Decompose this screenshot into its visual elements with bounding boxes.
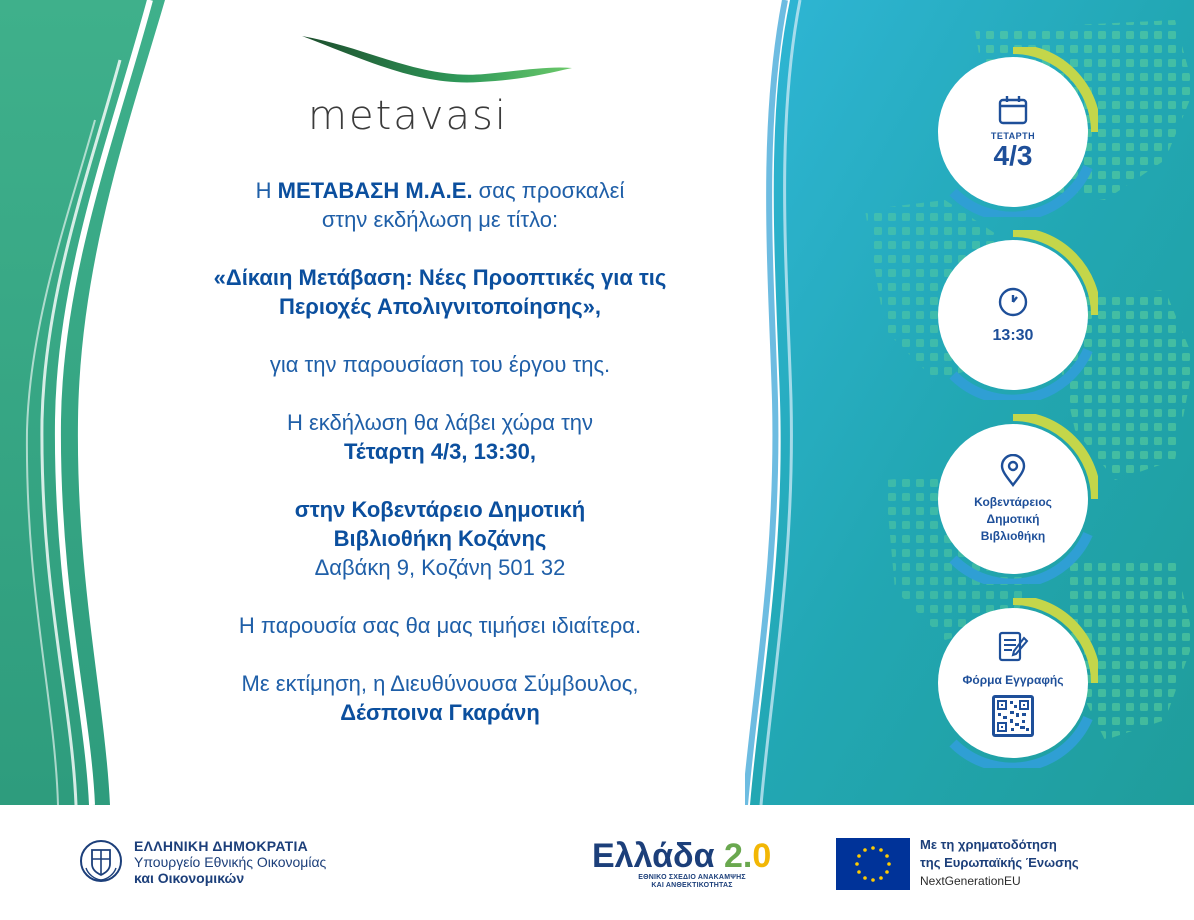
eu-line2: της Ευρωπαϊκής Ένωσης — [920, 855, 1079, 870]
location-pin-icon — [996, 454, 1030, 488]
metavasi-logo — [300, 28, 590, 139]
date-day-label: ΤΕΤΑΡΤΗ — [990, 131, 1036, 141]
greek-coat-of-arms-icon — [78, 838, 124, 884]
registration-label: Φόρμα Εγγραφής — [962, 672, 1064, 687]
ellada-subtitle-line1: ΕΘΝΙΚΟ ΣΧΕΔΙΟ ΑΝΑΚΑΜΨΗΣ — [638, 874, 746, 881]
event-title-line1: «Δίκαιη Μετάβαση: Νέες Προοπτικές για τις — [213, 265, 667, 290]
venue-name-line2: Δημοτική — [986, 511, 1040, 526]
venue-name-line3: Βιβλιοθήκη — [980, 528, 1046, 543]
venue-address: Δαβάκη 9, Κοζάνη 501 32 — [314, 555, 566, 580]
right-info-panel — [745, 0, 1194, 805]
ellada-number-two: 2 — [723, 837, 743, 875]
time-card — [938, 240, 1088, 390]
ellada-number-dot: . — [742, 837, 753, 875]
logo-swoosh-icon — [300, 28, 590, 88]
eu-nextgen: NextGenerationEU — [920, 874, 1021, 888]
venue-name-line1: Κοβεντάρειος — [974, 494, 1052, 509]
left-wave-decoration — [0, 0, 180, 805]
date-card — [938, 57, 1088, 207]
date-value: 4/3 — [993, 140, 1033, 171]
honor-line: Η παρουσία σας θα μας τιμήσει ιδιαίτερα. — [238, 613, 642, 638]
ellada-word: Ελλάδα — [592, 837, 715, 875]
gov-ministry-line1: Υπουργείο Εθνικής Οικονομίας — [134, 854, 327, 870]
ellada-number-zero: 0 — [752, 837, 772, 875]
eu-line1: Με τη χρηματοδότηση — [920, 837, 1057, 852]
host-prefix: Η — [255, 178, 278, 203]
ellada-wordmark — [592, 838, 792, 874]
greece-2-0-logo — [592, 838, 792, 890]
venue-line1: στην Κοβεντάρειο Δημοτική — [294, 497, 586, 522]
regards-line: Με εκτίμηση, η Διευθύνουσα Σύμβουλος, — [241, 671, 639, 696]
form-icon — [996, 630, 1030, 664]
event-intro: στην εκδήλωση με τίτλο: — [321, 207, 559, 232]
event-purpose: για την παρουσίαση του έργου της. — [269, 352, 611, 377]
ellada-subtitle-line2: ΚΑΙ ΑΝΘΕΚΤΙΚΟΤΗΤΑΣ — [651, 882, 733, 889]
gov-republic: ΕΛΛΗΝΙΚΗ ΔΗΜΟΚΡΑΤΙΑ — [134, 838, 309, 854]
host-line — [160, 176, 720, 205]
calendar-icon — [996, 93, 1030, 127]
qr-code-icon[interactable] — [992, 695, 1034, 737]
invitation-text — [160, 176, 720, 727]
logo-wordmark: metavasi — [308, 93, 508, 139]
signatory-name: Δέσποινα Γκαράνη — [340, 700, 540, 725]
time-value: 13:30 — [992, 327, 1034, 344]
clock-icon — [996, 285, 1030, 319]
venue-line2: Βιβλιοθήκη Κοζάνης — [333, 526, 547, 551]
event-datetime: Τέταρτη 4/3, 13:30, — [343, 439, 537, 464]
venue-card — [938, 424, 1088, 574]
event-title-line2: Περιοχές Απολιγνιτοποίησης», — [278, 294, 602, 319]
eu-flag-icon — [836, 838, 910, 890]
host-name: ΜΕΤΑΒΑΣΗ Μ.Α.Ε. — [277, 178, 473, 203]
event-when-intro: Η εκδήλωση θα λάβει χώρα την — [286, 410, 594, 435]
host-suffix: σας προσκαλεί — [472, 178, 625, 203]
gov-ministry-line2: και Οικονομικών — [134, 870, 245, 886]
registration-card[interactable] — [938, 608, 1088, 758]
gov-text — [134, 838, 326, 886]
eu-funding-text — [920, 836, 1079, 890]
